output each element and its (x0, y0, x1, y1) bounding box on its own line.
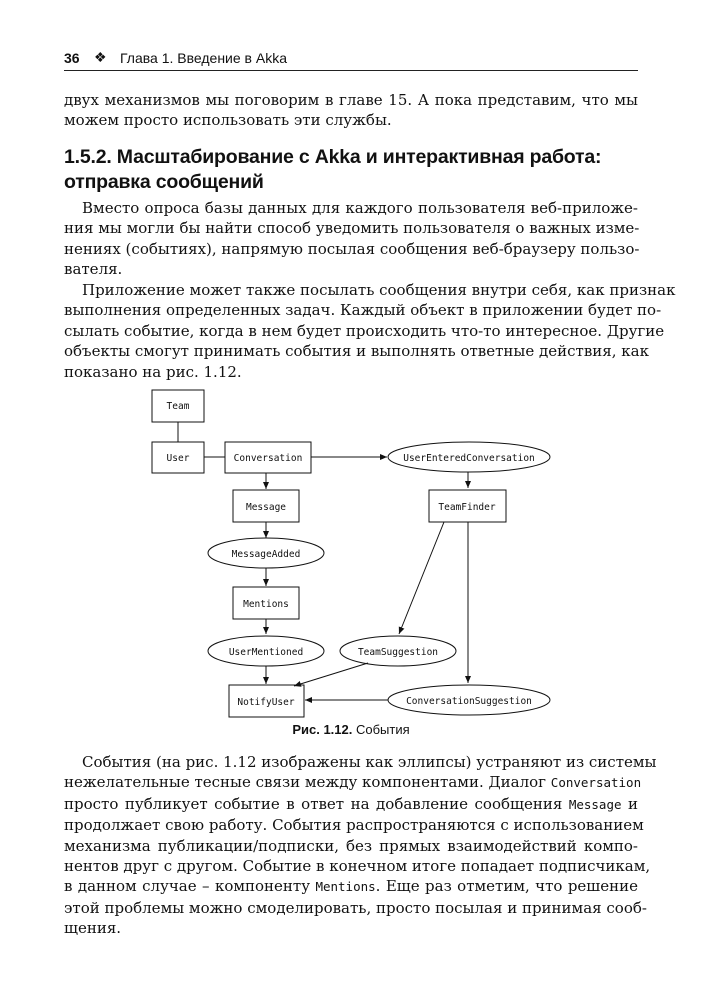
edge-teamfinder-teamsuggestion (399, 522, 444, 634)
paragraph-1 (64, 198, 638, 280)
inline-code: Conversation (550, 775, 642, 791)
inline-code: Message (568, 796, 622, 812)
edge-teamsuggestion-notifyuser (294, 663, 368, 686)
node-messageadded-label: MessageAdded (231, 549, 301, 560)
figure-caption-text: События (355, 722, 410, 737)
text-fragment: в данном случае – компоненту (64, 877, 316, 896)
text-line: выполнения определенных задач. Каждый объект в приложении будет по- (64, 301, 662, 320)
section-heading-line: 1.5.2. Масштабирование с Akka и интерактивная работа: (64, 146, 602, 168)
node-teamsuggestion-label: TeamSuggestion (357, 647, 439, 658)
text-line (64, 876, 638, 897)
text-line: нентов друг с другом. Событие в конечном итоге попадает подписчикам, (64, 857, 651, 876)
node-message-label: Message (245, 502, 287, 513)
text-fragment: просто публикует событие в ответ на добавление сообщения (64, 794, 569, 813)
node-usermentioned-label: UserMentioned (228, 647, 304, 658)
paragraph-3 (64, 752, 657, 939)
figure-caption (0, 722, 702, 737)
header-rule (64, 70, 638, 71)
node-team-label: Team (166, 401, 190, 412)
section-heading (64, 145, 638, 195)
text-line: этой проблемы можно смоделировать, просто посылая и принимая сооб- (64, 898, 647, 917)
node-conversation-label: Conversation (233, 453, 303, 464)
node-mentions-label: Mentions (243, 599, 289, 610)
node-teamfinder-label: TeamFinder (438, 502, 496, 513)
text-line: показано на рис. 1.12. (64, 362, 242, 381)
text-line: вателя. (64, 260, 123, 279)
events-diagram (0, 380, 702, 720)
section-heading-line: отправка сообщений (64, 171, 264, 193)
text-line: двух механизмов мы поговорим в главе 15. А пока представим, что мы (64, 91, 638, 109)
node-userentered-label: UserEnteredConversation (403, 453, 535, 464)
text-line: объекты смогут принимать события и выполнять ответные действия, как (64, 342, 649, 361)
node-conversationsuggestion-label: ConversationSuggestion (406, 696, 532, 707)
text-line: ния мы могли бы найти способ уведомить пользователя о важных изме- (64, 219, 640, 238)
node-user-label: User (166, 453, 190, 464)
text-line: продолжает свою работу. События распространяются с использованием (64, 816, 644, 835)
figure-caption-label: Рис. 1.12. (292, 722, 353, 737)
text-line: щения. (64, 919, 122, 938)
paragraph-2 (64, 280, 676, 382)
text-line (64, 794, 638, 815)
text-line: Вместо опроса базы данных для каждого пользователя веб-приложе- (82, 199, 638, 217)
text-fragment: и (621, 794, 639, 813)
text-line: сылать событие, когда в нем будет происходить что-то интересное. Другие (64, 321, 665, 340)
text-line: можем просто использовать эти службы. (64, 111, 392, 130)
text-fragment: нежелательные тесные связи между компонентами. Диалог (64, 773, 551, 792)
text-line: нениях (событиях), напрямую посылая сообщения веб-браузеру пользо- (64, 239, 640, 258)
text-fragment: . Еще раз отметим, что решение (375, 877, 638, 896)
header-ornament: ❖ (94, 49, 107, 65)
text-line: Приложение может также посылать сообщения внутри себя, как признак (82, 281, 676, 299)
running-header (64, 50, 638, 70)
text-line: События (на рис. 1.12 изображены как эллипсы) устраняют из системы (82, 753, 657, 771)
page-number: 36 (64, 50, 80, 66)
chapter-title: Глава 1. Введение в Akka (120, 50, 288, 66)
intro-paragraph (64, 90, 638, 131)
node-notifyuser-label: NotifyUser (237, 697, 295, 708)
text-line: механизма публикации/подписки, без прямых взаимодействий компо- (64, 836, 638, 855)
inline-code: Mentions (315, 879, 376, 895)
text-line (64, 772, 642, 793)
